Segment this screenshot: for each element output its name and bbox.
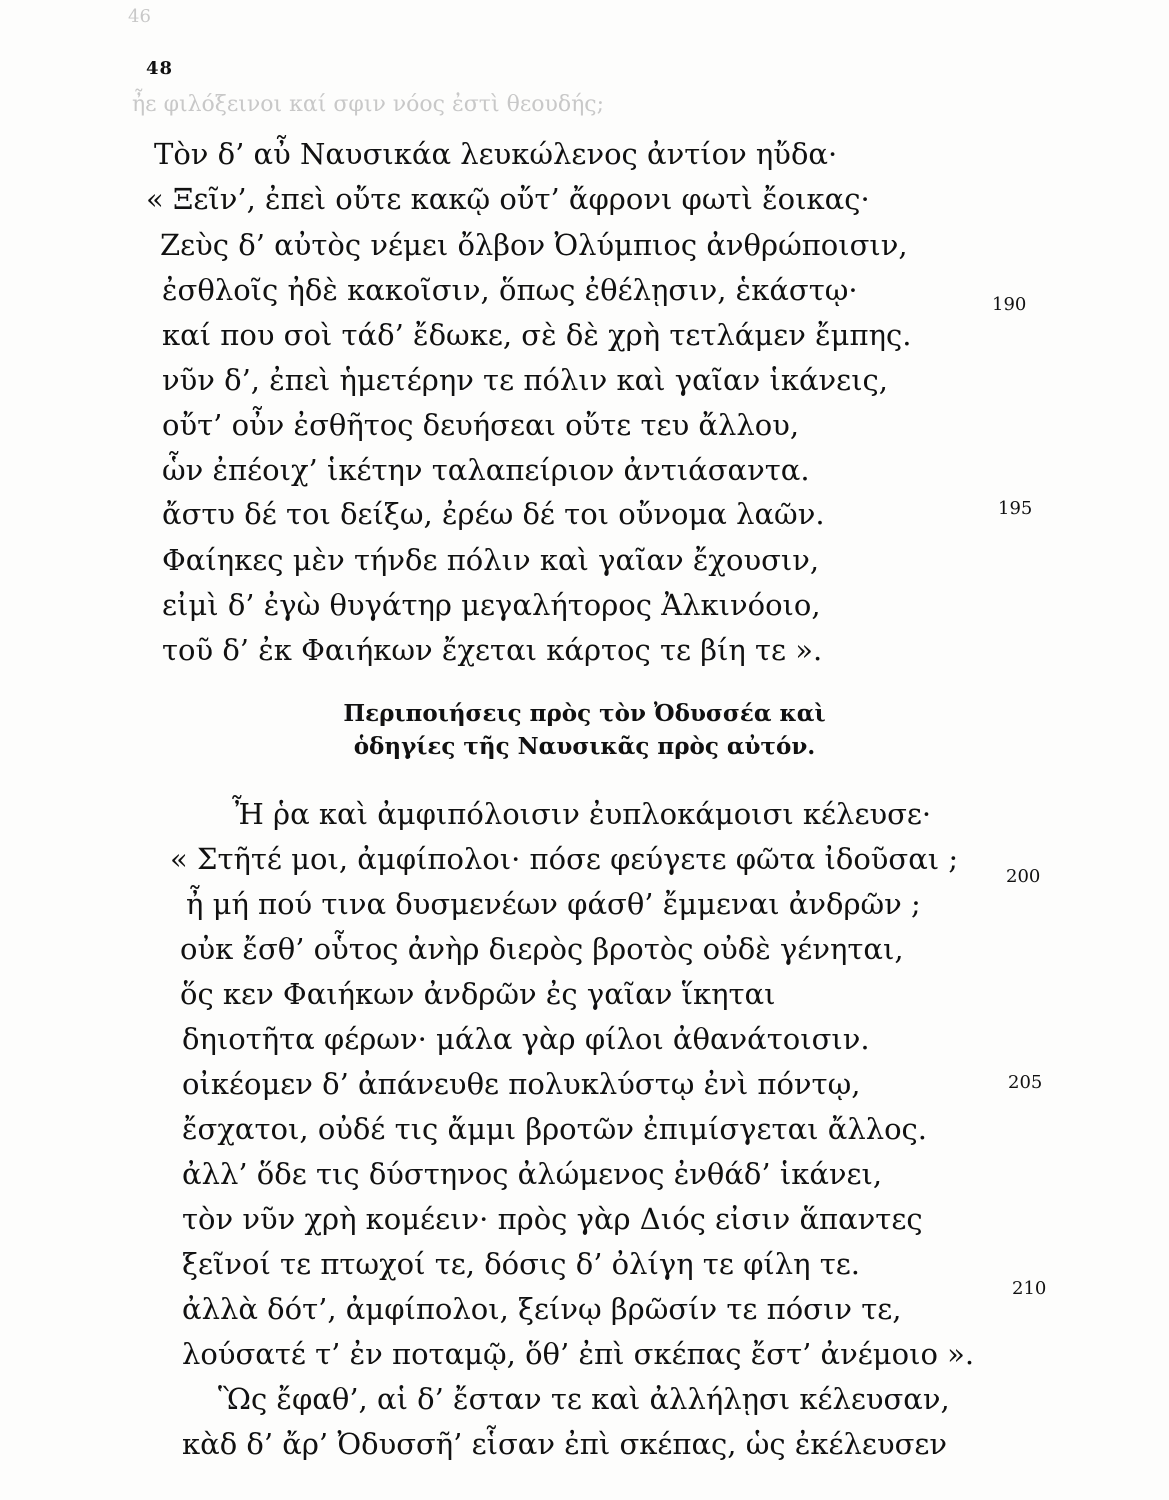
verse-line: ὅς κεν Φαιήκων ἀνδρῶν ἐς γαῖαν ἵκηται [180,977,776,1011]
verse-line: Ἦ ῥα καὶ ἀμφιπόλοισιν ἐυπλοκάμοισι κέλευσε· [232,797,932,831]
verse-line: Ζεὺς δ’ αὐτὸς νέμει ὄλβον Ὀλύμπιος ἀνθρώποισιν, [160,228,908,262]
verse-line: ἀλλ’ ὅδε τις δύστηνος ἀλώμενος ἐνθάδ’ ἱκάνει, [182,1157,883,1191]
line-number-190: 190 [992,294,1027,315]
verse-line: ἦ μή πού τινα δυσμενέων φάσθ’ ἔμμεναι ἀνδρῶν ; [186,887,921,921]
verse-line: Ὣς ἔφαθ’, αἱ δ’ ἔσταν τε καὶ ἀλλήλῃσι κέλευσαν, [218,1382,950,1416]
verse-line: ξεῖνοί τε πτωχοί τε, δόσις δ’ ὀλίγη τε φίλη τε. [182,1247,861,1281]
section-heading-line-2: ὁδηγίες τῆς Ναυσικᾶς πρὸς αὐτόν. [353,733,816,760]
verse-line: Φαίηκες μὲν τήνδε πόλιν καὶ γαῖαν ἔχουσιν, [162,543,820,577]
verse-line: δηιοτῆτα φέρων· μάλα γὰρ φίλοι ἀθανάτοισιν. [182,1022,870,1056]
verse-line: οἰκέομεν δ’ ἀπάνευθε πολυκλύστῳ ἐνὶ πόντῳ, [182,1067,861,1101]
line-number-205: 205 [1008,1072,1043,1093]
line-number-210: 210 [1012,1278,1047,1299]
verse-line: « Ξεῖν’, ἐπεὶ οὔτε κακῷ οὔτ’ ἄφρονι φωτὶ ἔοικας· [146,182,870,216]
verse-line: ἀλλὰ δότ’, ἀμφίπολοι, ξείνῳ βρῶσίν τε πόσιν τε, [182,1292,902,1326]
verse-line: ἔσχατοι, οὐδέ τις ἄμμι βροτῶν ἐπιμίσγεται ἄλλος. [182,1112,928,1146]
verse-line: καί που σοὶ τάδ’ ἔδωκε, σὲ δὲ χρὴ τετλάμεν ἔμπης. [162,318,912,352]
verse-line: λούσατέ τ’ ἐν ποταμῷ, ὅθ’ ἐπὶ σκέπας ἔστ’ ἀνέμοιο ». [182,1337,975,1371]
verse-line: ἄστυ δέ τοι δείξω, ἐρέω δέ τοι οὔνομα λαῶν. [162,497,825,531]
verse-line: ἐσθλοῖς ἠδὲ κακοῖσιν, ὅπως ἐθέλῃσιν, ἑκάστῳ· [162,273,858,307]
verse-line: « Στῆτέ μοι, ἀμφίπολοι· πόσε φεύγετε φῶτα ἰδοῦσαι ; [170,842,959,876]
verse-line: τοῦ δ’ ἐκ Φαιήκων ἔχεται κάρτος τε βίη τε ». [162,633,823,667]
verse-line: εἰμὶ δ’ ἐγὼ θυγάτηρ μεγαλήτορος Ἀλκινόοιο, [162,588,821,622]
section-heading-line-1: Περιποιήσεις πρὸς τὸν Ὀδυσσέα καὶ [343,700,826,727]
verse-line: κὰδ δ’ ἄρ’ Ὀδυσσῆ’ εἷσαν ἐπὶ σκέπας, ὡς ἐκέλευσεν [182,1427,948,1461]
verse-line: οὔτ’ οὖν ἐσθῆτος δευήσεαι οὔτε τευ ἄλλου, [162,408,800,442]
line-number-200: 200 [1006,866,1041,887]
verse-line: ὧν ἐπέοιχ’ ἱκέτην ταλαπείριον ἀντιάσαντα. [162,453,810,487]
ghost-text-line: ἦε φιλόξεινοι καί σφιν νόος ἐστὶ θεουδής; [132,92,605,117]
ghost-page-number: 46 [128,6,151,27]
verse-line: Τὸν δ’ αὖ Ναυσικάα λευκώλενος ἀντίον ηὔδα· [154,137,838,171]
line-number-195: 195 [998,498,1033,519]
verse-line: τὸν νῦν χρὴ κομέειν· πρὸς γὰρ Διός εἰσιν ἅπαντες [182,1202,923,1236]
page-number: 48 [146,58,174,79]
verse-line: οὐκ ἔσθ’ οὗτος ἀνὴρ διερὸς βροτὸς οὐδὲ γένηται, [180,932,904,966]
verse-line: νῦν δ’, ἐπεὶ ἡμετέρην τε πόλιν καὶ γαῖαν ἱκάνεις, [162,363,889,397]
